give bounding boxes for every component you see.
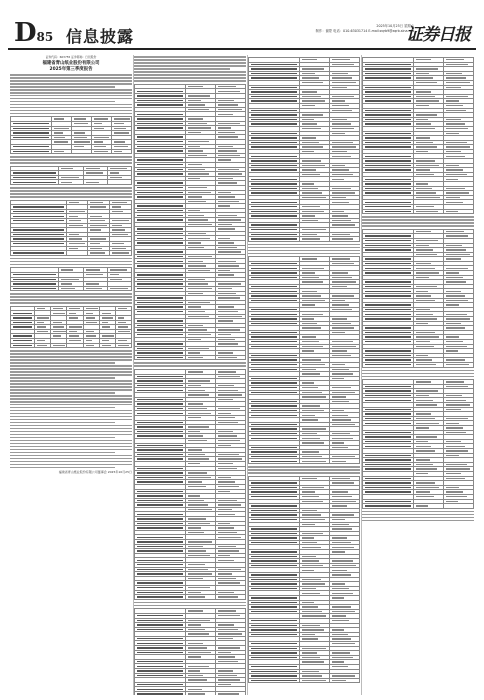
table-cell (52, 149, 72, 154)
text-line (362, 517, 474, 519)
text-line (10, 190, 132, 192)
table-cell (11, 149, 52, 154)
text-line (10, 359, 132, 361)
text-line (10, 386, 132, 388)
table-cell (107, 180, 131, 185)
text-line (10, 410, 132, 412)
table-cell (216, 355, 246, 360)
text-line (10, 374, 132, 376)
text-line (10, 113, 132, 115)
table-cell (83, 343, 99, 348)
table-cell (59, 180, 83, 185)
text-line (10, 368, 132, 370)
text-line (10, 293, 132, 295)
table-cell (249, 678, 300, 683)
text-line (134, 362, 246, 364)
table-cell (444, 209, 474, 214)
text-line (134, 605, 246, 607)
financial-table (10, 200, 132, 256)
table-cell (11, 343, 35, 348)
table-cell (216, 692, 246, 695)
text-line (10, 350, 132, 352)
table-cell (444, 362, 474, 367)
text-line (10, 413, 132, 415)
financial-table (248, 476, 360, 684)
text-line (10, 95, 132, 97)
text-line (362, 520, 474, 522)
table-cell (59, 286, 83, 291)
text-line (10, 107, 132, 109)
table-row (11, 149, 132, 154)
text-line (10, 74, 132, 76)
table-cell (110, 251, 132, 256)
text-line (134, 71, 246, 73)
text-line (362, 373, 474, 375)
table-row (249, 459, 360, 464)
table-cell (249, 459, 300, 464)
masthead-meta (316, 24, 414, 34)
newspaper-logo: 证券日报 (406, 25, 470, 45)
table-cell (330, 459, 360, 464)
text-line (362, 225, 474, 227)
text-line (10, 449, 132, 451)
table-cell (66, 251, 88, 256)
table-cell (88, 251, 110, 256)
text-line (10, 446, 132, 448)
text-line (10, 196, 132, 198)
text-line (10, 461, 132, 463)
table-cell (363, 362, 414, 367)
text-line (134, 74, 246, 76)
table-row (135, 355, 246, 360)
text-line (134, 65, 246, 67)
text-line (10, 110, 132, 112)
table-cell (249, 237, 300, 242)
text-line (10, 398, 132, 400)
financial-table (10, 166, 132, 185)
text-line (10, 77, 132, 79)
report-title: 2025年第三季度报告 (49, 67, 93, 72)
text-line (10, 380, 132, 382)
table-cell (363, 209, 414, 214)
table-cell (414, 504, 444, 509)
text-line (134, 62, 246, 64)
table-cell (92, 149, 112, 154)
financial-table (10, 306, 132, 348)
text-line (10, 86, 115, 88)
text-line (10, 458, 132, 460)
table-cell (216, 595, 246, 600)
column-1-body (10, 74, 132, 468)
text-line (10, 437, 115, 439)
column-4 (362, 55, 474, 695)
text-line (10, 302, 132, 304)
table-row (249, 237, 360, 242)
text-line (10, 193, 132, 195)
text-line (10, 407, 115, 409)
text-line (10, 98, 132, 100)
text-line (10, 258, 132, 260)
company-name: 福建省青山纸业股份有限公司 (42, 61, 100, 66)
financial-table (134, 84, 246, 361)
text-line (10, 162, 132, 164)
text-line (10, 159, 132, 161)
table-cell (186, 355, 216, 360)
text-line (10, 296, 132, 298)
report-header (10, 55, 132, 72)
text-line (134, 80, 246, 82)
text-line (10, 464, 132, 466)
sign-off: 福建省青山纸业股份有限公司董事会 2025年10月25日 (58, 469, 132, 474)
section-number: 85 (36, 30, 54, 44)
table-cell (83, 286, 107, 291)
table-cell (51, 343, 67, 348)
table-cell (11, 251, 67, 256)
text-line (10, 428, 132, 430)
table-cell (83, 180, 107, 185)
table-row (249, 678, 360, 683)
text-line (10, 101, 115, 103)
text-line (10, 434, 132, 436)
text-line (10, 395, 132, 397)
text-line (248, 466, 360, 468)
table-cell (67, 343, 83, 348)
text-line (362, 216, 474, 218)
table-cell (300, 678, 330, 683)
text-line (134, 602, 246, 604)
text-line (362, 222, 474, 224)
masthead (8, 6, 476, 50)
table-row (11, 286, 132, 291)
financial-table (10, 116, 132, 154)
financial-table (362, 379, 474, 509)
table-cell (72, 149, 92, 154)
text-line (10, 452, 115, 454)
text-line (248, 469, 360, 471)
section-title: 信息披露 (66, 27, 135, 46)
table-row (363, 209, 474, 214)
table-row (11, 343, 132, 348)
table-cell (444, 504, 474, 509)
text-line (362, 514, 474, 516)
text-line (10, 92, 132, 94)
text-line (134, 77, 246, 79)
text-line (10, 425, 132, 427)
text-line (10, 299, 132, 301)
section-code (14, 20, 53, 50)
table-cell (135, 595, 186, 600)
text-line (10, 455, 132, 457)
text-line (248, 250, 360, 252)
column-3 (248, 55, 360, 695)
text-line (10, 377, 115, 379)
column-1 (10, 55, 132, 695)
table-cell (115, 343, 131, 348)
financial-table (362, 57, 474, 214)
text-line (134, 56, 246, 58)
table-cell (135, 355, 186, 360)
table-row (11, 251, 132, 256)
text-line (10, 187, 132, 189)
table-cell (300, 237, 330, 242)
text-line (10, 371, 132, 373)
text-line (362, 370, 474, 372)
financial-table (362, 229, 474, 368)
text-line (10, 419, 132, 421)
section-letter: D (14, 18, 37, 48)
stock-code-line: 证券代码：603755 证券简称：日辰股份 (45, 55, 97, 59)
table-row (11, 180, 132, 185)
table-cell (11, 180, 59, 185)
financial-table (134, 369, 246, 600)
page-body (10, 55, 474, 695)
table-cell (135, 692, 186, 695)
table-cell (330, 678, 360, 683)
text-line (10, 362, 115, 364)
text-line (10, 365, 132, 367)
text-line (10, 356, 132, 358)
table-cell (107, 286, 131, 291)
text-line (10, 80, 132, 82)
table-cell (11, 286, 59, 291)
table-cell (35, 343, 51, 348)
text-line (248, 253, 360, 255)
text-line (10, 389, 132, 391)
text-line (10, 264, 132, 266)
table-row (363, 362, 474, 367)
table-cell (112, 149, 132, 154)
text-line (248, 472, 360, 474)
text-line (134, 68, 230, 70)
table-row (363, 504, 474, 509)
table-cell (330, 237, 360, 242)
text-line (362, 511, 474, 513)
table-cell (300, 459, 330, 464)
text-line (362, 219, 474, 221)
text-line (10, 353, 132, 355)
table-row (135, 595, 246, 600)
table-row (135, 692, 246, 695)
financial-table (248, 256, 360, 464)
text-line (248, 244, 360, 246)
text-line (10, 156, 132, 158)
table-cell (186, 692, 216, 695)
date-line: 2025年10月25日 星期六 (376, 24, 414, 28)
text-line (10, 392, 115, 394)
financial-table (248, 57, 360, 242)
column-2 (134, 55, 246, 695)
text-line (10, 443, 132, 445)
financial-table (134, 608, 246, 695)
text-line (10, 89, 132, 91)
table-cell (363, 504, 414, 509)
text-line (10, 404, 132, 406)
text-line (10, 422, 115, 424)
table-cell (414, 362, 444, 367)
text-line (362, 376, 474, 378)
table-cell (414, 209, 444, 214)
text-line (10, 401, 132, 403)
table-cell (186, 595, 216, 600)
text-line (10, 83, 132, 85)
text-line (134, 365, 246, 367)
contact-line: 制作：谢蒙 电话：010-63031714 E-mail:zqrb9@zqrb.sina.net (315, 29, 414, 33)
text-line (10, 261, 132, 263)
table-cell (99, 343, 115, 348)
text-line (10, 383, 132, 385)
text-line (10, 431, 132, 433)
text-line (10, 104, 132, 106)
financial-table (10, 267, 132, 291)
text-line (10, 440, 132, 442)
text-line (10, 467, 115, 469)
text-line (248, 247, 360, 249)
text-line (10, 416, 132, 418)
text-line (134, 59, 246, 61)
